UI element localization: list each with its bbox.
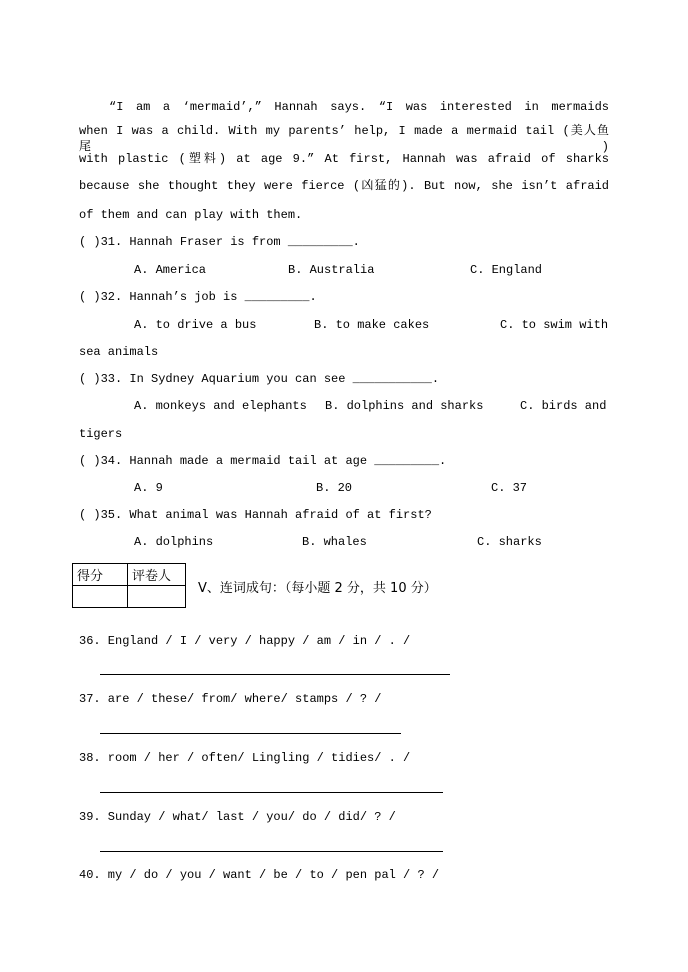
passage-line: “I am a ‘mermaid’,” Hannah says. “I was interested in mermaids	[109, 100, 609, 114]
section-title: V、连词成句：（每小题 2 分，共 10 分）	[198, 581, 437, 596]
grader-header: 评卷人	[128, 564, 186, 586]
option-continuation: sea animals	[79, 345, 159, 359]
option-b: B. whales	[302, 535, 367, 549]
score-table	[72, 563, 186, 608]
passage-line: when I was a child. With my parents’ help, I made a mermaid tail (美人鱼尾)	[79, 124, 609, 154]
question-35: ( )35. What animal was Hannah afraid of at first?	[79, 508, 432, 522]
passage-line: of them and can play with them.	[79, 208, 303, 222]
question-33: ( )33. In Sydney Aquarium you can see ___________.	[79, 372, 440, 386]
option-c: C. England	[470, 263, 543, 277]
reorder-37: 37. are / these/ from/ where/ stamps / ? /	[79, 692, 382, 706]
option-a: A. to drive a bus	[134, 318, 257, 332]
option-c: C. to swim with	[500, 318, 609, 332]
option-b: B. Australia	[288, 263, 375, 277]
option-b: B. 20	[316, 481, 353, 495]
grader-cell	[128, 586, 186, 608]
question-31: ( )31. Hannah Fraser is from _________.	[79, 235, 360, 249]
score-header: 得分	[73, 564, 128, 586]
option-c: C. birds and	[520, 399, 607, 413]
score-cell	[73, 586, 128, 608]
answer-line	[100, 674, 450, 675]
reorder-38: 38. room / her / often/ Lingling / tidies/ . /	[79, 751, 411, 765]
answer-line	[100, 792, 443, 793]
reorder-40: 40. my / do / you / want / be / to / pen pal / ? /	[79, 868, 440, 882]
option-a: A. America	[134, 263, 207, 277]
option-a: A. 9	[134, 481, 163, 495]
option-b: B. to make cakes	[314, 318, 430, 332]
reorder-36: 36. England / I / very / happy / am / in / . /	[79, 634, 411, 648]
answer-line	[100, 851, 443, 852]
option-c: C. 37	[491, 481, 528, 495]
option-continuation: tigers	[79, 427, 123, 441]
reorder-39: 39. Sunday / what/ last / you/ do / did/ ? /	[79, 810, 396, 824]
option-b: B. dolphins and sharks	[325, 399, 484, 413]
option-c: C. sharks	[477, 535, 542, 549]
question-34: ( )34. Hannah made a mermaid tail at age _________.	[79, 454, 447, 468]
passage-line: because she thought they were fierce (凶猛的). But now, she isn’t afraid	[79, 179, 609, 193]
question-32: ( )32. Hannah’s job is _________.	[79, 290, 317, 304]
option-a: A. monkeys and elephants	[134, 399, 307, 413]
answer-line	[100, 733, 401, 734]
option-a: A. dolphins	[134, 535, 214, 549]
passage-line: with plastic (塑料) at age 9.” At first, Hannah was afraid of sharks	[79, 152, 609, 166]
